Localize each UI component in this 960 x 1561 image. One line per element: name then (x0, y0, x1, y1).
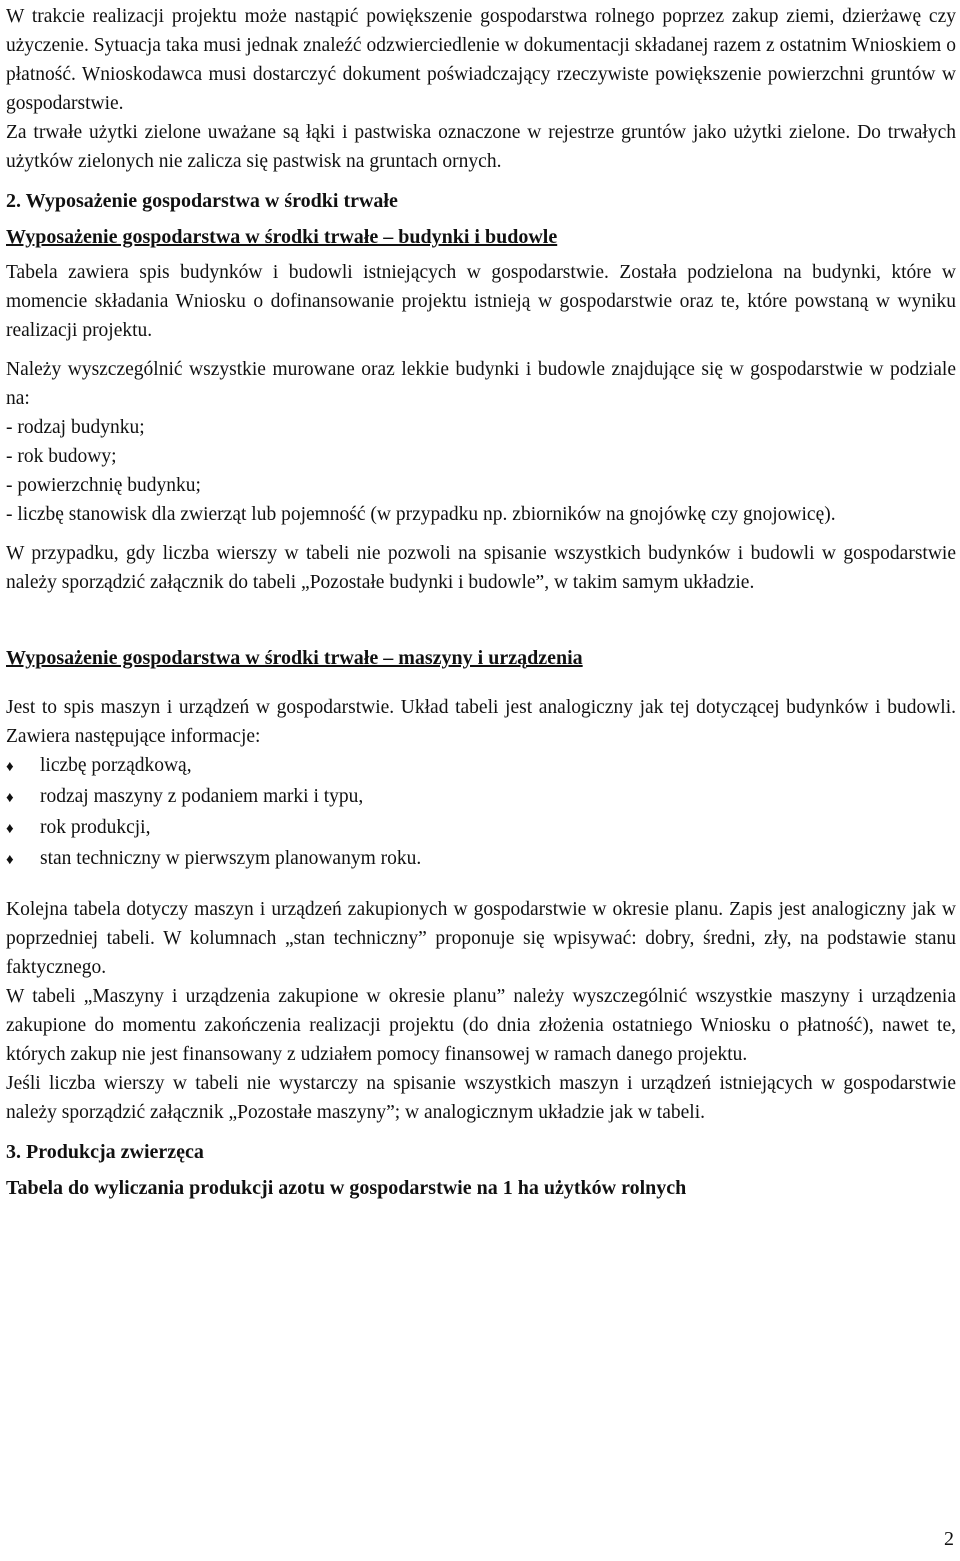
subsection-buildings-title: Wyposażenie gospodarstwa w środki trwałe – budynki i budowle (6, 226, 558, 248)
subsection-machines-title: Wyposażenie gospodarstwa w środki trwałe – maszyny i urządzenia (6, 647, 583, 669)
diamond-bullet-icon: ♦ (6, 821, 14, 837)
paragraph-machines-list: Jest to spis maszyn i urządzeń w gospodarstwie. Układ tabeli jest analogiczny jak tej dotyczącej budynków i budowli. Zawiera następujące informacje: (6, 697, 956, 747)
paragraph-buildings-table: Tabela zawiera spis budynków i budowli istniejących w gospodarstwie. Została podzielona na budynki, które w momencie składania Wniosku o dofinansowanie projektu istnieją w gospodarstwie oraz te, które powstaną w wyniku realizacji projektu. (6, 262, 956, 341)
list-item-technical-condition: stan techniczny w pierwszym planowanym roku. (40, 848, 422, 869)
subsection-buildings-heading (6, 222, 956, 252)
paragraph-machines-attachment: Jeśli liczba wierszy w tabeli nie wystarczy na spisanie wszystkich maszyn i urządzeń istniejących w gospodarstwie należy sporządzić załącznik „Pozostałe maszyny”; w analogicznym układzie jak w tabeli. (6, 1073, 956, 1123)
subsection-machines-heading (6, 643, 956, 673)
list-item (6, 751, 956, 782)
section-3-subheading: Tabela do wyliczania produkcji azotu w gospodarstwie na 1 ha użytków rolnych (6, 1177, 687, 1199)
section-2-heading: 2. Wyposażenie gospodarstwa w środki trwałe (6, 190, 398, 212)
section-3-heading: 3. Produkcja zwierzęca (6, 1141, 204, 1163)
list-item-build-year: - rok budowy; (6, 446, 117, 467)
list-item-production-year: rok produkcji, (40, 817, 151, 838)
list-item (6, 782, 956, 813)
machines-info-list (6, 751, 956, 875)
paragraph-farm-enlargement: W trakcie realizacji projektu może nastąpić powiększenie gospodarstwa rolnego poprzez zakup ziemi, dzierżawę czy użyczenie. Sytuacja taka musi jednak znaleźć odzwierciedlenie w dokumentacji składanej razem z ostatnim Wnioskiem o płatność. Wnioskodawca musi dostarczyć dokument poświadczający rzeczywiste powiększenie powierzchni gruntów w gospodarstwie. (6, 6, 956, 114)
list-item-building-type: - rodzaj budynku; (6, 417, 145, 438)
diamond-bullet-icon: ♦ (6, 759, 14, 775)
list-item (6, 813, 956, 844)
paragraph-machines-plan-table: W tabeli „Maszyny i urządzenia zakupione w okresie planu” należy wyszczególnić wszystkie maszyny i urządzenia zakupione do momentu zakończenia realizacji projektu (do dnia złożenia ostatniego Wniosku o płatność), nawet te, których zakup nie jest finansowany z udziałem pomocy finansowej w ramach danego projektu. (6, 986, 956, 1065)
list-item-ordinal: liczbę porządkową, (40, 755, 192, 776)
diamond-bullet-icon: ♦ (6, 790, 14, 806)
page-number: 2 (944, 1528, 954, 1550)
list-item-animal-places: - liczbę stanowisk dla zwierząt lub pojemność (w przypadku np. zbiorników na gnojówkę czy gnojowicę). (6, 504, 836, 525)
paragraph-buildings-attachment: W przypadku, gdy liczba wierszy w tabeli nie pozwoli na spisanie wszystkich budynków i budowli w gospodarstwie należy sporządzić załącznik do tabeli „Pozostałe budynki i budowle”, w takim samym układzie. (6, 543, 956, 593)
list-item-building-area: - powierzchnię budynku; (6, 475, 201, 496)
list-item (6, 844, 956, 875)
diamond-bullet-icon: ♦ (6, 852, 14, 868)
paragraph-grassland: Za trwałe użytki zielone uważane są łąki i pastwiska oznaczone w rejestrze gruntów jako użytki zielone. Do trwałych użytków zielonych nie zalicza się pastwisk na gruntach ornych. (6, 122, 956, 172)
paragraph-buildings-breakdown: Należy wyszczególnić wszystkie murowane oraz lekkie budynki i budowle znajdujące się w gospodarstwie w podziale na: (6, 359, 956, 409)
list-item-machine-type: rodzaj maszyny z podaniem marki i typu, (40, 786, 364, 807)
paragraph-purchased-machines: Kolejna tabela dotyczy maszyn i urządzeń zakupionych w gospodarstwie w okresie planu. Zapis jest analogiczny jak w poprzedniej tabeli. W kolumnach „stan techniczny” proponuje się wpisywać: dobry, średni, zły, na podstawie stanu faktycznego. (6, 899, 956, 978)
document-page (6, 0, 956, 1203)
